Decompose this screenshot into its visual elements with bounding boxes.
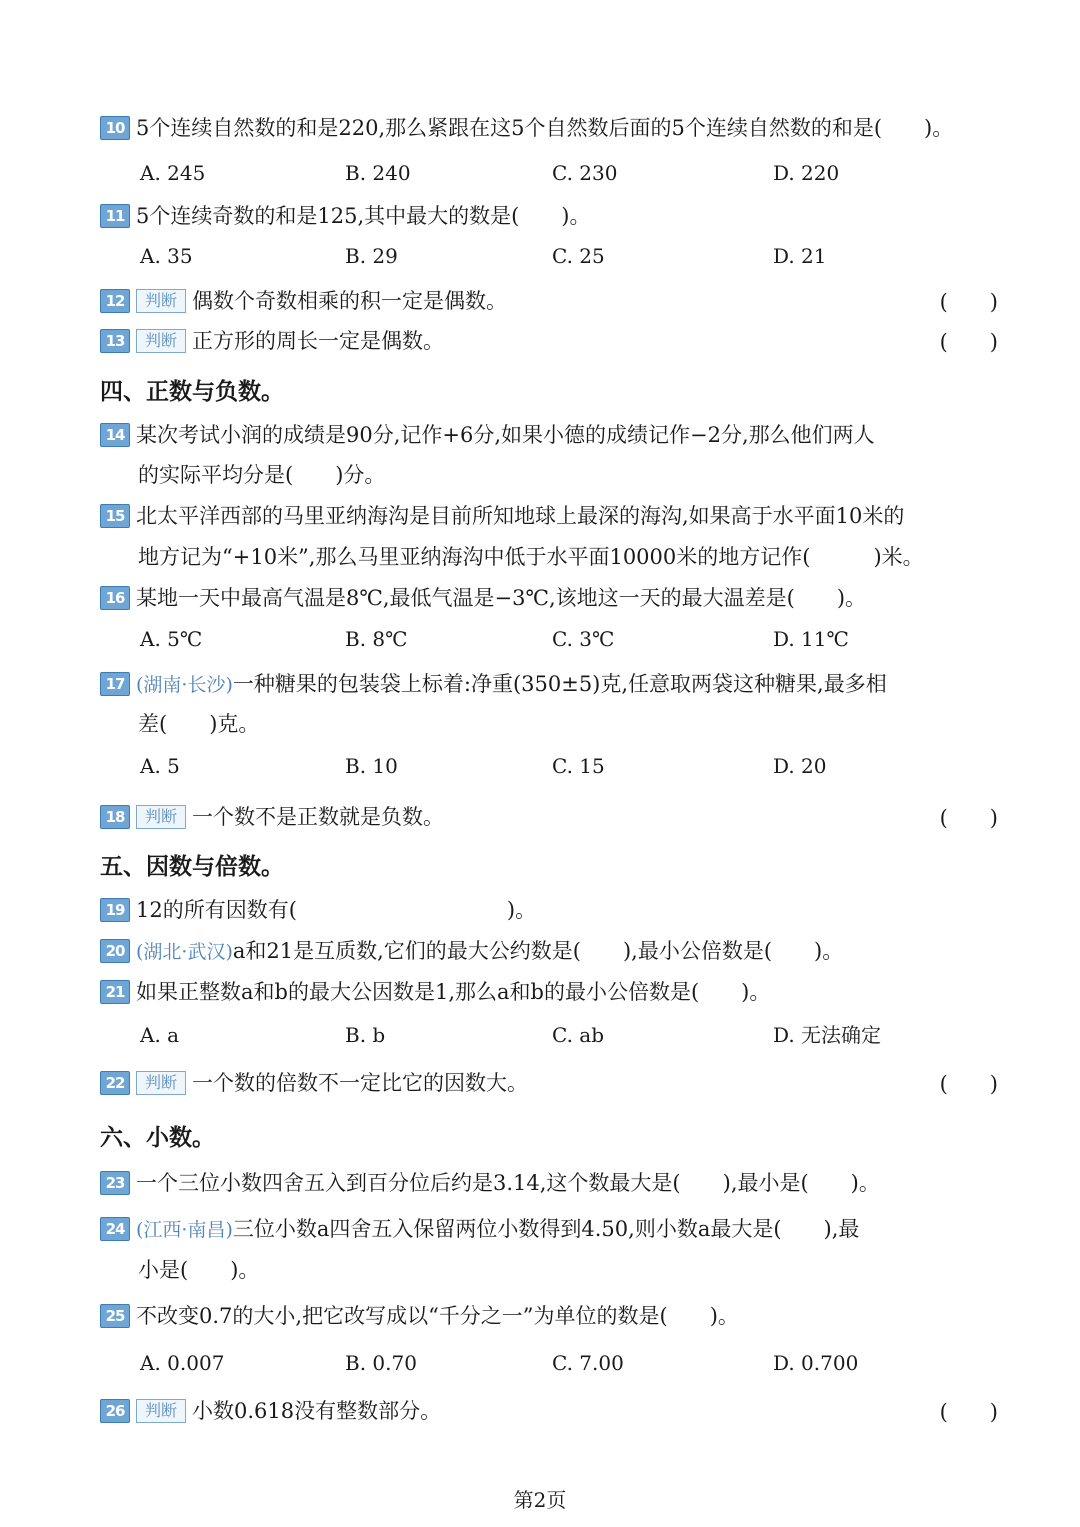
question-text: 12的所有因数有( )。 — [136, 898, 537, 922]
option-d: D. 无法确定 — [773, 1023, 882, 1047]
question-text: 偶数个奇数相乘的积一定是偶数。 — [192, 289, 508, 313]
option-a: A. 35 — [140, 244, 193, 268]
question-number: 18 — [100, 805, 130, 829]
question-16 — [100, 583, 1000, 613]
option-c: C. 15 — [552, 754, 605, 778]
question-19 — [100, 895, 1000, 925]
question-23 — [100, 1168, 1000, 1198]
question-20 — [100, 936, 1000, 967]
question-26 — [100, 1396, 1000, 1426]
option-a: A. a — [140, 1023, 180, 1047]
question-17 — [100, 669, 1000, 700]
question-15 — [100, 501, 1000, 531]
option-b: B. 240 — [345, 161, 411, 185]
question-text: 5个连续自然数的和是220,那么紧跟在这5个自然数后面的5个连续自然数的和是( )。 — [136, 116, 954, 140]
question-text: 如果正整数a和b的最大公因数是1,那么a和b的最小公倍数是( )。 — [136, 980, 771, 1004]
option-d: D. 11℃ — [773, 627, 849, 651]
question-text: 三位小数a四舍五入保留两位小数得到4.50,则小数a最大是( ),最 — [232, 1217, 860, 1241]
option-a: A. 0.007 — [140, 1351, 225, 1375]
question-12 — [100, 286, 1000, 316]
question-text: 某地一天中最高气温是8℃,最低气温是−3℃,该地这一天的最大温差是( )。 — [136, 586, 867, 610]
option-a: A. 5℃ — [140, 627, 203, 651]
question-text: 某次考试小润的成绩是90分,记作+6分,如果小德的成绩记作−2分,那么他们两人 — [136, 423, 875, 447]
option-c: C. 7.00 — [552, 1351, 624, 1375]
option-b: B. 0.70 — [345, 1351, 417, 1375]
question-15-continued: 地方记为“+10米”,那么马里亚纳海沟中低于水平面10000米的地方记作( )米。 — [138, 545, 924, 569]
option-d: D. 220 — [773, 161, 840, 185]
question-number: 10 — [100, 116, 130, 140]
question-text: 5个连续奇数的和是125,其中最大的数是( )。 — [136, 204, 591, 228]
judge-tag: 判断 — [136, 329, 186, 353]
judge-tag: 判断 — [136, 289, 186, 313]
judge-tag: 判断 — [136, 1399, 186, 1423]
page-number: 第2页 — [513, 1488, 567, 1512]
question-14 — [100, 420, 1000, 450]
section-heading: 六、小数。 — [100, 1125, 215, 1151]
question-number: 14 — [100, 423, 130, 447]
option-b: B. b — [345, 1023, 386, 1047]
option-b: B. 10 — [345, 754, 398, 778]
question-number: 26 — [100, 1399, 130, 1423]
question-22 — [100, 1068, 1000, 1098]
answer-parentheses: ( ) — [939, 1400, 998, 1424]
question-text: 北太平洋西部的马里亚纳海沟是目前所知地球上最深的海沟,如果高于水平面10米的 — [136, 504, 905, 528]
source-label: (江西·南昌) — [136, 1219, 233, 1241]
option-c: C. 3℃ — [552, 627, 615, 651]
question-number: 22 — [100, 1071, 130, 1095]
source-label: (湖北·武汉) — [136, 941, 233, 963]
option-a: A. 5 — [140, 754, 180, 778]
answer-parentheses: ( ) — [939, 1072, 998, 1096]
section-heading: 五、因数与倍数。 — [100, 854, 284, 880]
question-number: 12 — [100, 289, 130, 313]
question-21 — [100, 977, 1000, 1007]
question-number: 11 — [100, 204, 130, 228]
answer-parentheses: ( ) — [939, 806, 998, 830]
option-c: C. ab — [552, 1023, 605, 1047]
question-text: 小数0.618没有整数部分。 — [192, 1399, 442, 1423]
judge-tag: 判断 — [136, 1071, 186, 1095]
source-label: (湖南·长沙) — [136, 674, 233, 696]
option-b: B. 8℃ — [345, 627, 408, 651]
option-c: C. 25 — [552, 244, 605, 268]
question-number: 21 — [100, 980, 130, 1004]
question-text: 一个数不是正数就是负数。 — [192, 805, 445, 829]
question-11 — [100, 201, 1000, 231]
option-d: D. 21 — [773, 244, 827, 268]
question-text: 正方形的周长一定是偶数。 — [192, 329, 445, 353]
question-text: a和21是互质数,它们的最大公约数是( ),最小公倍数是( )。 — [232, 939, 844, 963]
question-number: 13 — [100, 329, 130, 353]
answer-parentheses: ( ) — [939, 330, 998, 354]
question-number: 23 — [100, 1171, 130, 1195]
question-24-continued: 小是( )。 — [138, 1258, 260, 1282]
judge-tag: 判断 — [136, 805, 186, 829]
question-text: 一种糖果的包装袋上标着:净重(350±5)克,任意取两袋这种糖果,最多相 — [232, 672, 887, 696]
question-24 — [100, 1214, 1000, 1245]
option-b: B. 29 — [345, 244, 398, 268]
option-c: C. 230 — [552, 161, 618, 185]
question-13 — [100, 326, 1000, 356]
section-heading: 四、正数与负数。 — [100, 379, 284, 405]
question-14-continued: 的实际平均分是( )分。 — [138, 463, 386, 487]
option-d: D. 20 — [773, 754, 827, 778]
question-text: 不改变0.7的大小,把它改写成以“千分之一”为单位的数是( )。 — [136, 1304, 739, 1328]
question-18 — [100, 802, 1000, 832]
question-text: 一个数的倍数不一定比它的因数大。 — [192, 1071, 529, 1095]
question-number: 15 — [100, 504, 130, 528]
option-a: A. 245 — [140, 161, 206, 185]
question-10 — [100, 113, 1000, 143]
question-number: 20 — [100, 939, 130, 963]
question-number: 17 — [100, 672, 130, 696]
question-number: 24 — [100, 1217, 130, 1241]
question-number: 25 — [100, 1304, 130, 1328]
question-25 — [100, 1301, 1000, 1331]
question-number: 16 — [100, 586, 130, 610]
option-d: D. 0.700 — [773, 1351, 859, 1375]
answer-parentheses: ( ) — [939, 290, 998, 314]
question-17-continued: 差( )克。 — [138, 712, 260, 736]
question-number: 19 — [100, 898, 130, 922]
question-text: 一个三位小数四舍五入到百分位后约是3.14,这个数最大是( ),最小是( )。 — [136, 1171, 880, 1195]
